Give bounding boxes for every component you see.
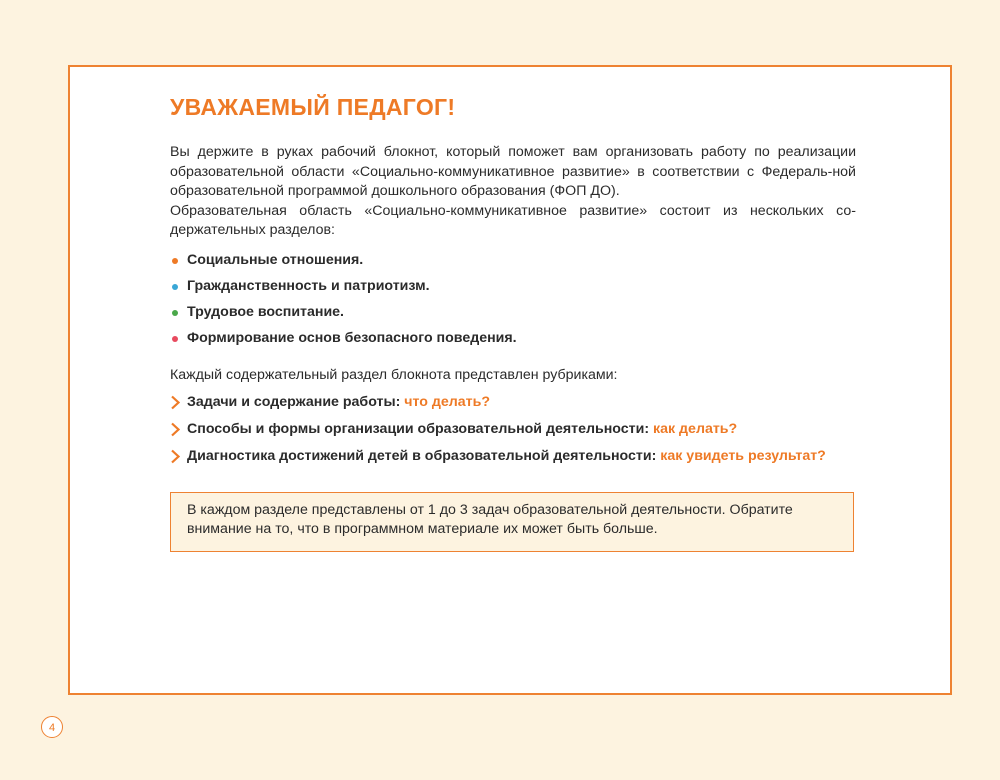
section-item: [170, 329, 856, 348]
intro-text: [170, 143, 856, 241]
info-note: В каждом разделе представлены от 1 до 3 задач образовательной деятельности. Обратите внимание на то, что в программном материале их может быть больше.: [170, 492, 854, 552]
chevron-right-icon: [170, 395, 180, 410]
chevron-right-icon: [170, 449, 180, 464]
section-item: [170, 277, 856, 296]
rubric-label: Диагностика достижений детей в образовательной деятельности:: [187, 447, 657, 464]
rubric-label: Задачи и содержание работы:: [187, 393, 401, 410]
rubric-intro: Каждый содержательный раздел блокнота представлен рубриками:: [170, 366, 618, 383]
bullet-icon: [172, 284, 178, 290]
page-number: 4: [41, 716, 63, 738]
page-title: УВАЖАЕМЫЙ ПЕДАГОГ!: [170, 94, 456, 120]
section-item: [170, 303, 856, 322]
chevron-right-icon: [170, 422, 180, 437]
bullet-icon: [172, 336, 178, 342]
content-frame: [68, 65, 952, 695]
rubric-question: как увидеть результат?: [660, 447, 826, 464]
section-label: Гражданственность и патриотизм.: [187, 277, 430, 294]
intro-paragraph-2: Образовательная область «Социально-коммуникативное развитие» состоит из нескольких со-держательных разделов:: [170, 202, 856, 238]
rubric-question: что делать?: [404, 393, 490, 410]
section-label: Трудовое воспитание.: [187, 303, 345, 320]
section-item: [170, 251, 856, 270]
bullet-icon: [172, 258, 178, 264]
rubric-item: [170, 393, 856, 412]
intro-paragraph-1: Вы держите в руках рабочий блокнот, который поможет вам организовать работу по реализации образовательной области «Социально-коммуникативное развитие» в соответствии с Федераль-ной образовательной программой дошкольного образования (ФОП ДО).: [170, 144, 856, 199]
bullet-icon: [172, 310, 178, 316]
page-content: [170, 93, 856, 552]
rubric-label: Способы и формы организации образовательной деятельности:: [187, 420, 650, 437]
rubric-item: [170, 447, 856, 466]
section-label: Формирование основ безопасного поведения.: [187, 329, 517, 346]
rubrics-list: [170, 393, 856, 466]
sections-list: [170, 251, 856, 348]
section-label: Социальные отношения.: [187, 251, 364, 268]
rubric-question: как делать?: [653, 420, 738, 437]
rubric-item: [170, 420, 856, 439]
